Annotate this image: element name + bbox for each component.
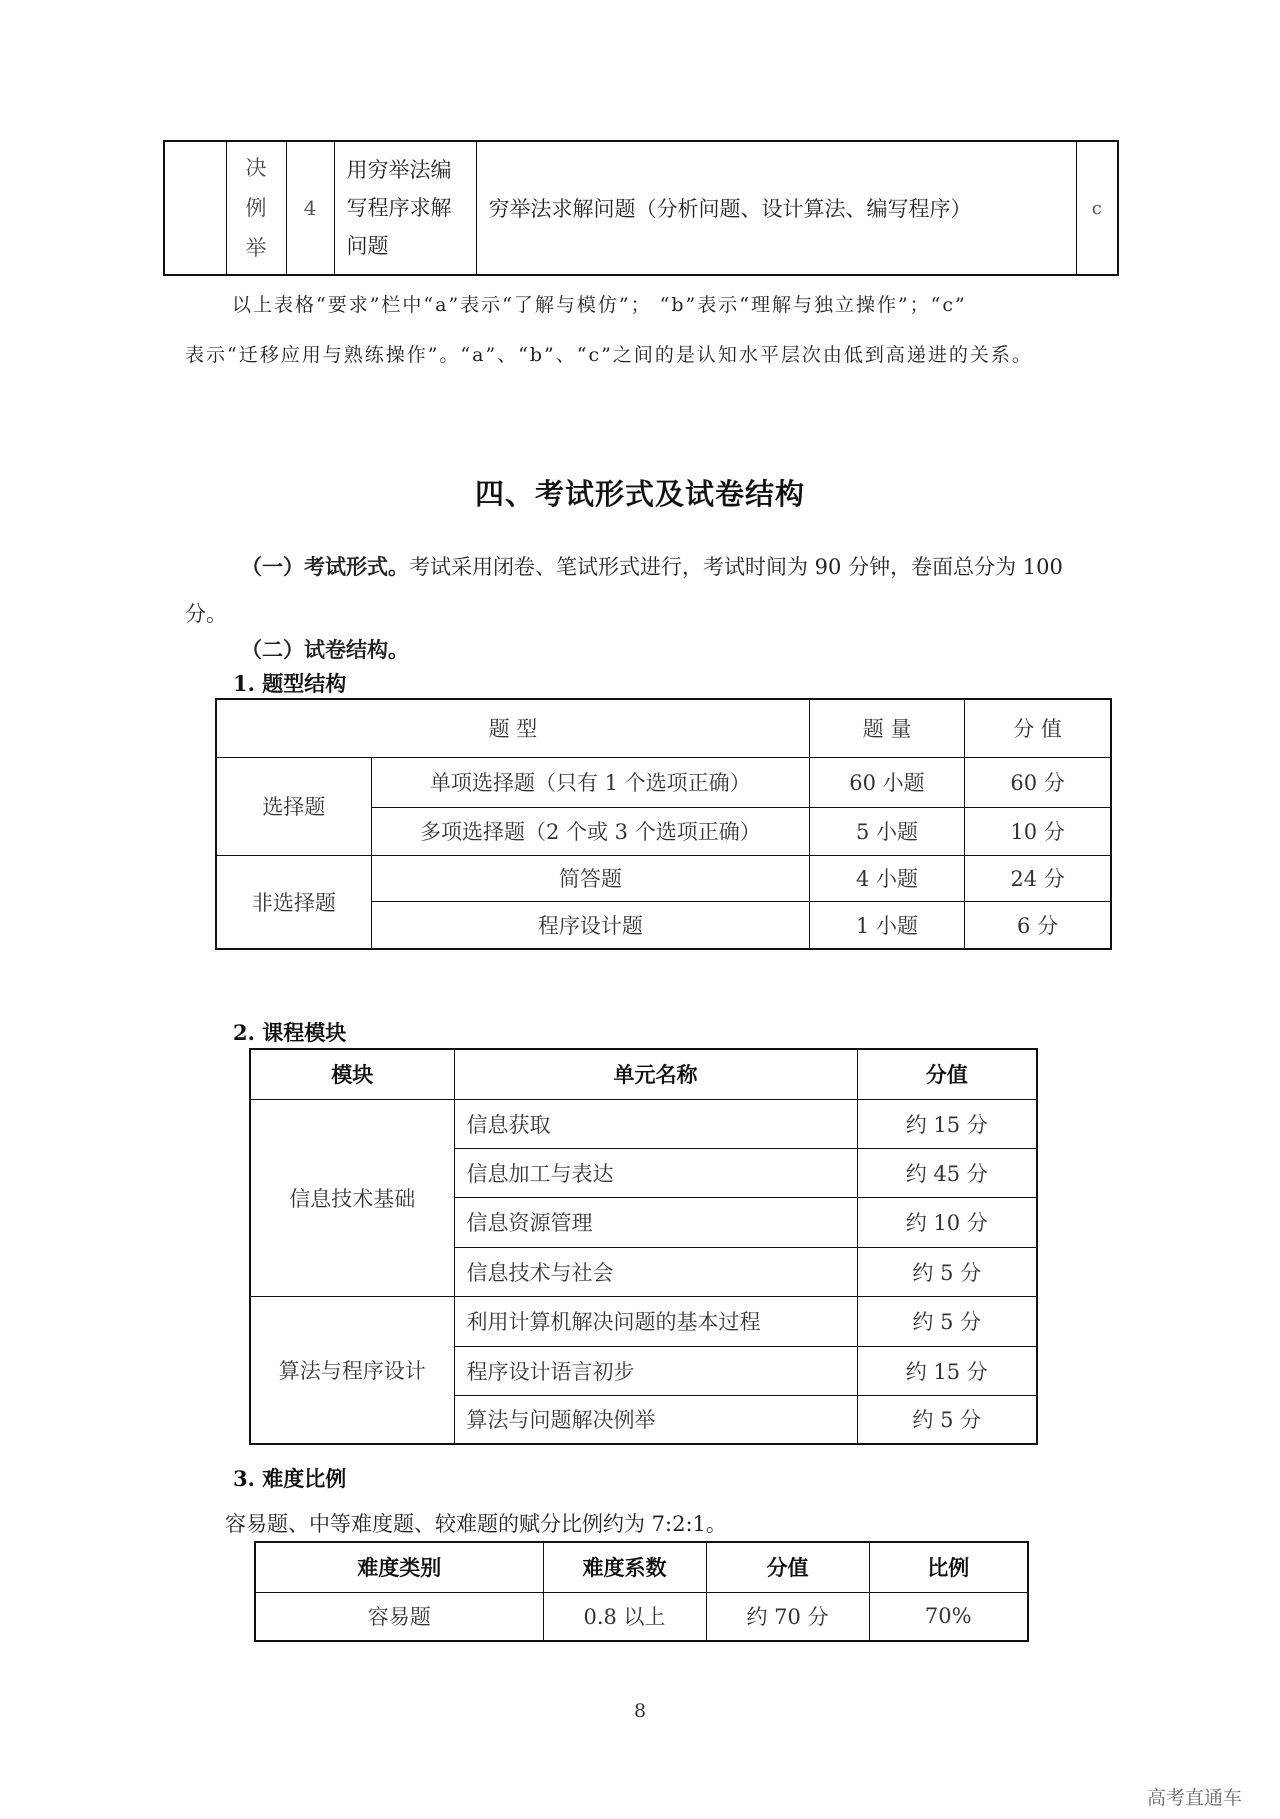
unit-name: 信息加工与表达 <box>454 1148 857 1197</box>
question-type: 多项选择题（2 个或 3 个选项正确） <box>371 807 809 855</box>
group-name: 选择题 <box>216 757 371 855</box>
difficulty-ratio: 70% <box>869 1592 1028 1641</box>
header-coefficient: 难度系数 <box>543 1542 706 1592</box>
difficulty-score: 约 70 分 <box>706 1592 869 1641</box>
watermark: 高考直通车 <box>1147 1787 1243 1809</box>
difficulty-description: 容易题、中等难度题、较难题的赋分比例约为 7:2:1。 <box>225 1512 727 1536</box>
unit-score: 约 15 分 <box>857 1099 1037 1148</box>
header-value: 分值 <box>857 1049 1037 1099</box>
question-type-table <box>215 698 1112 950</box>
paper-structure-label: （二）试卷结构。 <box>241 637 409 662</box>
exam-form-label: （一）考试形式。 <box>241 554 409 579</box>
unit-name: 信息技术与社会 <box>454 1247 857 1296</box>
task-cell <box>334 141 476 275</box>
group-name: 非选择题 <box>216 855 371 949</box>
requirement-cell: c <box>1076 141 1118 275</box>
question-score: 10 分 <box>965 807 1111 855</box>
unit-name: 信息获取 <box>454 1099 857 1148</box>
difficulty-table <box>254 1541 1029 1642</box>
exam-form-paragraph <box>241 551 1141 581</box>
task-line: 写程序求解 <box>346 196 452 220</box>
difficulty-coefficient: 0.8 以上 <box>543 1592 706 1641</box>
exam-form-line-2: 分。 <box>185 602 227 626</box>
unit-score: 约 10 分 <box>857 1197 1037 1247</box>
question-count: 4 小题 <box>809 855 964 901</box>
difficulty-category: 容易题 <box>255 1592 543 1641</box>
page-number: 8 <box>633 1700 647 1722</box>
unit-name: 程序设计语言初步 <box>454 1346 857 1395</box>
section-title: 四、考试形式及试卷结构 <box>474 477 805 511</box>
task-line: 用穷举法编 <box>346 158 452 182</box>
top-table-continuation <box>163 140 1119 276</box>
question-count: 1 小题 <box>809 901 964 949</box>
header-type: 题 型 <box>216 699 809 757</box>
task-line: 问题 <box>346 234 389 258</box>
unit-name-cell <box>226 141 286 275</box>
hours-cell: 4 <box>286 141 334 275</box>
question-type: 单项选择题（只有 1 个选项正确） <box>371 757 809 807</box>
unit-name: 算法与问题解决例举 <box>454 1395 857 1444</box>
question-count: 60 小题 <box>809 757 964 807</box>
subsection-question-types: 1. 题型结构 <box>233 671 347 696</box>
question-score: 60 分 <box>965 757 1111 807</box>
note-line-1: 以上表格“要求”栏中“a”表示“了解与模仿”； “b”表示“理解与独立操作”；“c” <box>232 294 967 316</box>
unit-name: 信息资源管理 <box>454 1197 857 1247</box>
header-count: 题 量 <box>809 699 964 757</box>
question-type: 简答题 <box>371 855 809 901</box>
module-name: 信息技术基础 <box>250 1099 454 1296</box>
exam-form-text: 考试采用闭卷、笔试形式进行，考试时间为 90 分钟，卷面总分为 100 <box>409 555 1063 579</box>
question-type: 程序设计题 <box>371 901 809 949</box>
subsection-difficulty: 3. 难度比例 <box>233 1466 347 1491</box>
unit-char: 例 <box>245 196 267 220</box>
unit-score: 约 5 分 <box>857 1395 1037 1444</box>
module-table <box>249 1048 1038 1445</box>
question-score: 6 分 <box>965 901 1111 949</box>
header-unit: 单元名称 <box>454 1049 857 1099</box>
note-line-2: 表示“迁移应用与熟练操作”。“a”、“b”、“c”之间的是认知水平层次由低到高递进的关系。 <box>185 344 1033 366</box>
module-name: 算法与程序设计 <box>250 1296 454 1444</box>
header-category: 难度类别 <box>255 1542 543 1592</box>
question-count: 5 小题 <box>809 807 964 855</box>
header-score: 分 值 <box>965 699 1111 757</box>
unit-score: 约 5 分 <box>857 1247 1037 1296</box>
top-table-empty-cell <box>164 141 226 275</box>
header-ratio: 比例 <box>869 1542 1028 1592</box>
content-cell: 穷举法求解问题（分析问题、设计算法、编写程序） <box>476 141 1076 275</box>
unit-name: 利用计算机解决问题的基本过程 <box>454 1296 857 1346</box>
unit-score: 约 5 分 <box>857 1296 1037 1346</box>
unit-char: 举 <box>245 236 267 260</box>
unit-score: 约 45 分 <box>857 1148 1037 1197</box>
header-score: 分值 <box>706 1542 869 1592</box>
unit-char: 决 <box>245 156 267 180</box>
header-module: 模块 <box>250 1049 454 1099</box>
subsection-modules: 2. 课程模块 <box>233 1020 347 1045</box>
question-score: 24 分 <box>965 855 1111 901</box>
unit-score: 约 15 分 <box>857 1346 1037 1395</box>
